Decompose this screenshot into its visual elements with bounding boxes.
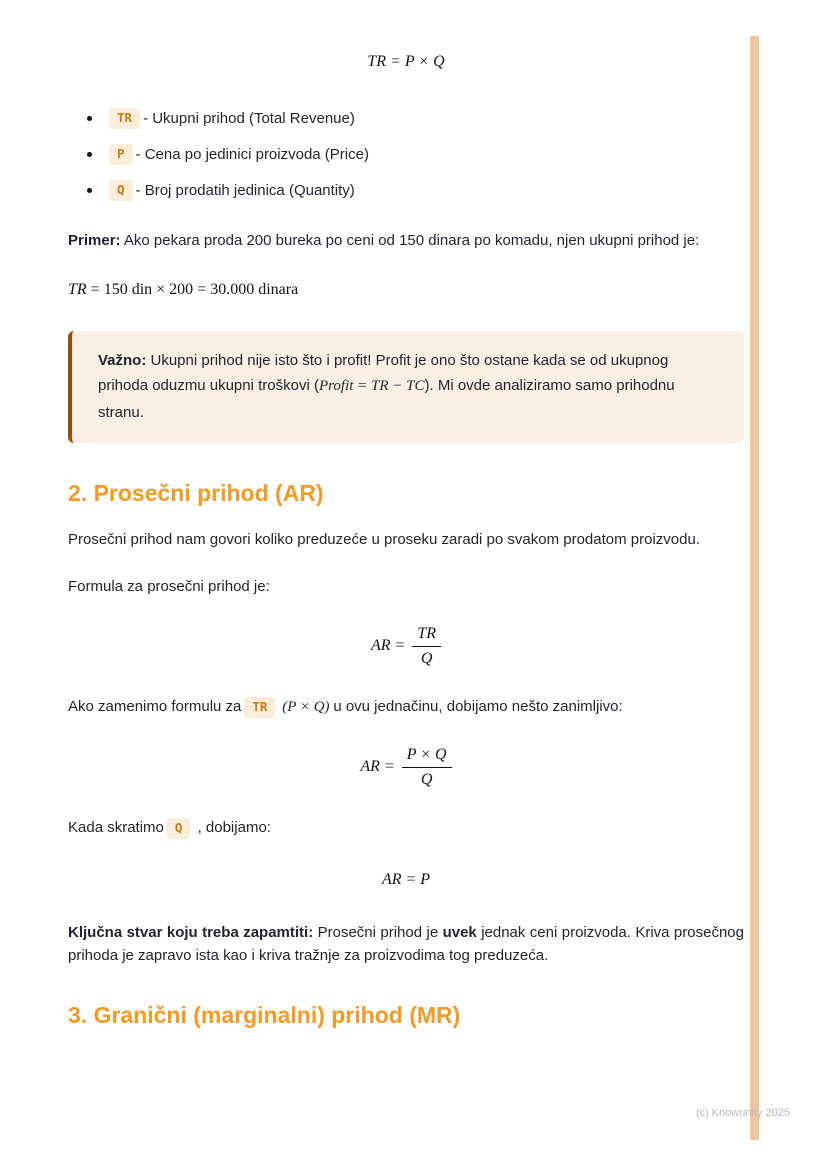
section-heading-mr: 3. Granični (marginalni) prihod (MR) [68,1002,461,1029]
formula-ar-expanded [68,745,744,790]
formula-rest: = 150 din × 200 = 30.000 dinara [86,280,299,298]
code-badge-tr: TR [109,108,140,129]
substitute-text-after: u ovu jednačinu, dobijamo nešto zanimljivo: [333,698,623,716]
example-text: Ako pekara proda 200 bureka po ceni od 150 dinara po komadu, njen ukupni prihod je: [120,231,700,249]
substitute-math: (P × Q) [278,699,334,716]
formula-text: TR = P × Q [367,53,445,70]
watermark-text: (c) Knowunity 2025 [695,1107,790,1119]
legend-text: - Ukupni prihod (Total Revenue) [143,109,355,127]
bullet-icon [87,188,92,193]
cancel-text-before: Kada skratimo [68,819,164,837]
ar-substitute-paragraph [68,695,744,719]
formula-lhs: AR = [360,758,395,776]
formula-example-calc [68,278,744,303]
legend-text: - Broj prodatih jedinica (Quantity) [135,182,355,200]
list-item-q [68,179,744,202]
fraction-denominator: Q [420,650,433,668]
formula-lhs: AR = [370,637,406,655]
key-text-2: jednak ceni proizvoda. Kriva prosečnog prihoda je zapravo ista kao i kriva tražnje za proizvodima tog preduzeća. [68,923,744,964]
formula-ar-equals-p [68,868,744,893]
fraction [412,624,441,669]
callout-text-after: ). Mi ovde analiziramo samo prihodnu stranu. [98,377,675,422]
ar-formula-lead: Formula za prosečni prihod je: [68,577,270,595]
fraction-numerator: TR [412,624,441,647]
bullet-icon [87,116,92,121]
code-badge-q-inline: Q [167,818,191,839]
fraction-denominator: Q [420,771,433,789]
formula-ar-definition [68,624,744,669]
fraction [402,745,452,790]
legend-list [68,107,744,203]
formula-variable: TR [68,280,87,298]
code-badge-q: Q [109,180,133,201]
section-heading-ar: 2. Prosečni prihod (AR) [68,479,324,506]
ar-cancel-paragraph [68,816,744,839]
example-paragraph [68,229,744,252]
code-badge-tr-inline: TR [244,697,275,718]
key-bold-word: uvek [442,923,477,941]
key-text-1: Prosečni prihod je [313,923,443,941]
bullet-icon [87,152,92,157]
substitute-text-before: Ako zamenimo formulu za [68,698,242,716]
cancel-text-after: , dobijamo: [193,819,271,837]
code-badge-p: P [109,144,133,165]
fraction-numerator: P × Q [402,745,452,768]
formula-total-revenue [68,50,744,75]
important-callout [68,331,744,443]
legend-text: - Cena po jedinici proizvoda (Price) [135,146,369,164]
ar-intro-paragraph: Prosečni prihod nam govori koliko preduzeće u proseku zaradi po svakom prodatom proizvodu. [68,530,700,548]
list-item-tr [68,107,744,130]
key-label: Ključna stvar koju treba zapamtiti: [68,923,314,941]
key-takeaway-paragraph [68,921,744,968]
callout-math: Profit = TR − TC [318,378,425,395]
formula-text: AR = P [381,870,431,888]
callout-text-before: Ukupni prihod nije isto što i profit! Profit je ono što ostane kada se od ukupnog prihoda oduzmu ukupni troškovi ( [98,351,669,395]
list-item-p [68,143,744,166]
example-label: Primer: [68,231,121,249]
decorative-right-bar [750,36,759,1140]
callout-label: Važno: [98,351,147,369]
